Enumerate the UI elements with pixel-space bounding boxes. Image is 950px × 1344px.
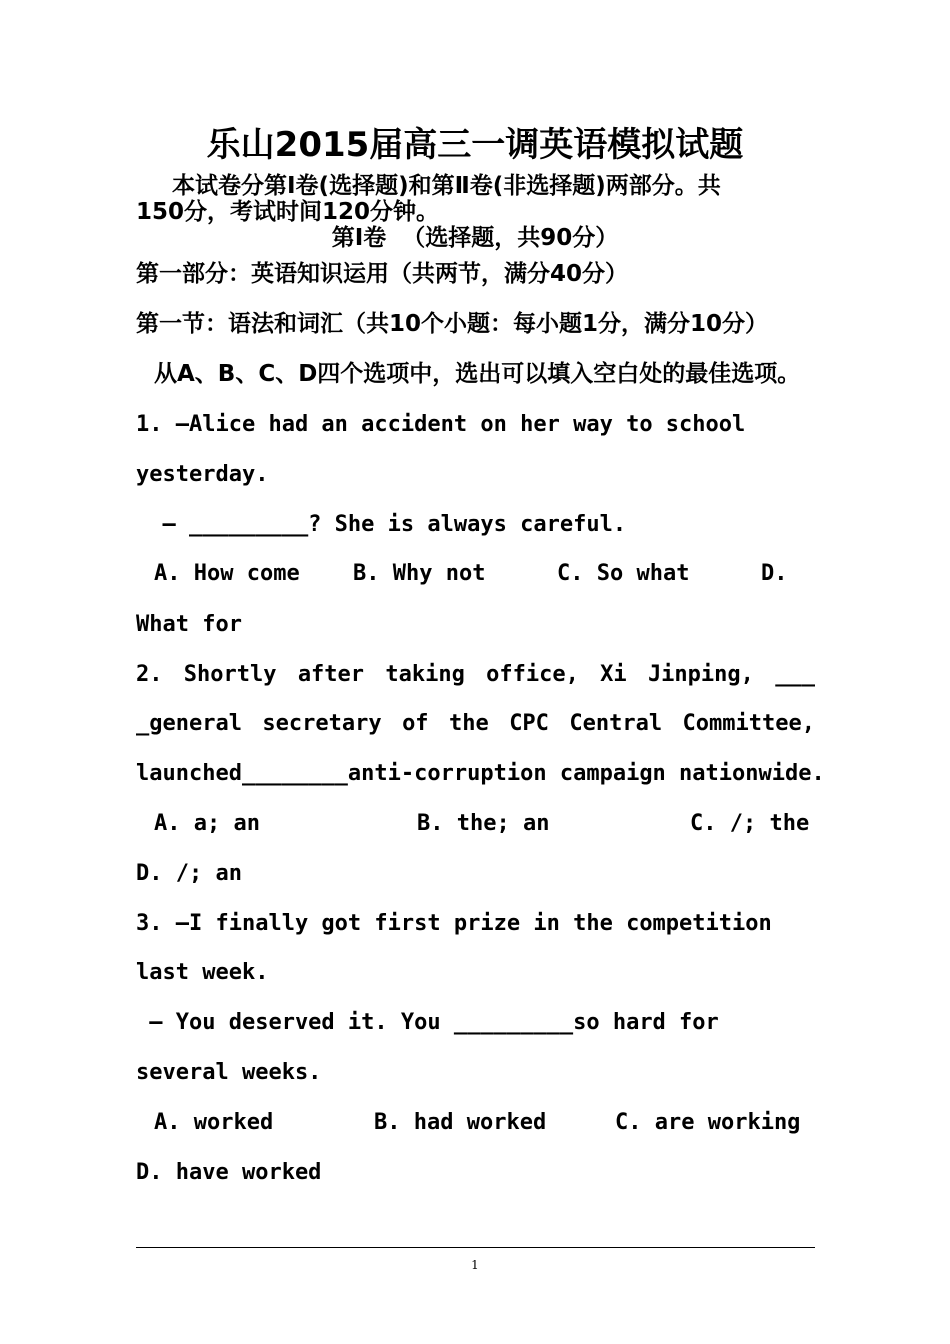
q2-word: Shortly <box>183 662 277 687</box>
page-title: 乐山2015届高三一调英语模拟试题 <box>206 125 744 165</box>
q3-response-line-2: several weeks. <box>136 1060 322 1085</box>
q2-stem-line-3: launched________anti-corruption campaign nationwide. <box>136 761 825 786</box>
q3-stem-line-2: last week. <box>136 960 269 985</box>
q2-option-d: D. /; an <box>136 861 242 886</box>
q1-option-a: A. How come <box>154 561 300 586</box>
q2-word: 2. <box>136 662 163 687</box>
page-number: 1 <box>471 1258 479 1272</box>
part-heading: 第一部分：英语知识运用（共两节，满分40分） <box>136 261 629 287</box>
q1-option-d-text: What for <box>136 612 242 637</box>
q2-word: Xi <box>600 662 627 687</box>
q2-option-b: B. the; an <box>417 811 550 836</box>
q3-option-d: D. have worked <box>136 1160 322 1185</box>
q2-word: Central <box>569 711 663 736</box>
q2-word: office, <box>486 662 579 687</box>
q2-option-c: C. /; the <box>690 811 810 836</box>
section-heading: 第一节：语法和词汇（共10个小题：每小题1分，满分10分） <box>136 311 769 337</box>
q2-word: taking <box>385 662 465 687</box>
q2-word: Jinping, <box>647 662 754 687</box>
q2-word: _general <box>136 711 242 736</box>
q1-option-b: B. Why not <box>353 561 486 586</box>
q1-response-line: — _________? She is always careful. <box>136 512 627 537</box>
intro-line-2: 150分，考试时间120分钟。 <box>136 199 440 225</box>
q2-stem-line-1 <box>136 664 815 686</box>
footer-divider <box>136 1247 815 1248</box>
q2-word: after <box>297 662 365 687</box>
q2-word: CPC <box>509 711 549 736</box>
q3-option-a: A. worked <box>154 1110 274 1135</box>
q2-option-a: A. a; an <box>154 811 260 836</box>
q3-response-line: — You deserved it. You _________so hard for <box>136 1010 719 1035</box>
q1-option-d-label: D. <box>761 561 788 586</box>
volume-heading: 第Ⅰ卷 （选择题，共90分） <box>331 225 619 251</box>
q3-option-b: B. had worked <box>374 1110 547 1135</box>
q2-word: secretary <box>262 711 382 736</box>
q2-word: ___ <box>775 662 815 687</box>
instruction: 从A、B、C、D四个选项中，选出可以填入空白处的最佳选项。 <box>154 361 801 387</box>
intro-line-1: 本试卷分第Ⅰ卷(选择题)和第Ⅱ卷(非选择题)两部分。共 <box>172 173 721 199</box>
q1-stem-line-1: 1. —Alice had an accident on her way to school <box>136 412 746 437</box>
q2-word: the <box>449 711 489 736</box>
q3-stem-line-1: 3. —I finally got first prize in the competition <box>136 911 772 936</box>
q3-option-c: C. are working <box>615 1110 801 1135</box>
q2-word: Committee, <box>682 711 815 736</box>
q2-stem-line-2 <box>136 713 815 735</box>
q2-word: of <box>402 711 429 736</box>
q1-option-c: C. So what <box>557 561 690 586</box>
q1-stem-line-2: yesterday. <box>136 462 269 487</box>
